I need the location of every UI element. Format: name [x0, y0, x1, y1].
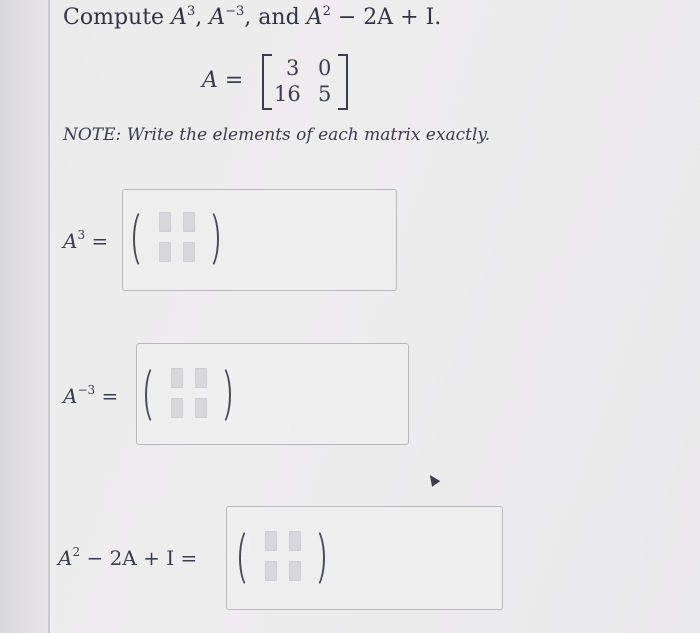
label-base: A	[63, 229, 78, 253]
matrix-input-a3[interactable]	[133, 208, 219, 268]
matrix-entry-input[interactable]	[171, 398, 183, 418]
note-prefix: NOTE:	[63, 125, 122, 145]
matrix-entry-input[interactable]	[183, 242, 195, 262]
label-base: A	[58, 546, 73, 570]
matrix-input-aneg3[interactable]	[145, 364, 231, 424]
exp-3: 3	[186, 4, 196, 19]
question-title	[63, 4, 441, 30]
matrix-cell: 16	[274, 82, 301, 106]
exp-neg3: −3	[225, 4, 245, 19]
comma: ,	[244, 5, 252, 30]
compute-word: Compute	[63, 5, 165, 30]
left-paren	[145, 364, 167, 426]
right-bracket	[338, 54, 348, 110]
var-a: A	[209, 5, 226, 30]
matrix-entry-input[interactable]	[171, 368, 183, 388]
label-tail: =	[91, 229, 109, 253]
right-paren	[209, 364, 231, 426]
matrix-entry-input[interactable]	[195, 398, 207, 418]
left-paren	[239, 527, 261, 589]
answer-label-aneg3	[63, 383, 118, 408]
matrix-entry-input[interactable]	[265, 561, 277, 581]
and-word: and	[258, 5, 300, 30]
matrix-entry-input[interactable]	[159, 242, 171, 262]
answer-box-poly[interactable]	[226, 506, 503, 610]
left-paren	[133, 208, 155, 270]
label-exp: −3	[77, 383, 96, 397]
matrix-cell: 5	[318, 82, 332, 106]
answer-box-aneg3[interactable]	[136, 343, 409, 445]
tail-expression: − 2A + I.	[337, 5, 442, 30]
matrix-entry-input[interactable]	[265, 531, 277, 551]
matrix-entry-input[interactable]	[289, 531, 301, 551]
comma: ,	[195, 5, 203, 30]
note-body: Write the elements of each matrix exactly.	[126, 125, 491, 145]
matrix-entry-input[interactable]	[183, 212, 195, 232]
label-exp: 2	[72, 545, 81, 559]
answer-label-poly	[58, 545, 197, 570]
label-tail: − 2A + I =	[80, 546, 198, 570]
matrix-definition	[200, 54, 350, 110]
label-tail: =	[101, 384, 119, 408]
matrix-cell: 0	[318, 56, 332, 80]
note-text	[63, 125, 490, 145]
var-a: A	[306, 5, 323, 30]
left-bracket	[262, 54, 272, 110]
label-exp: 3	[77, 228, 86, 242]
answer-box-a3[interactable]	[122, 189, 397, 291]
matrix-cell: 3	[286, 56, 300, 80]
right-paren	[197, 208, 219, 270]
right-paren	[303, 527, 325, 589]
matrix-lhs: A =	[202, 68, 244, 93]
var-a: A	[171, 5, 187, 30]
exp-2: 2	[322, 4, 331, 19]
matrix-entry-input[interactable]	[159, 212, 171, 232]
label-base: A	[63, 384, 78, 408]
left-margin	[0, 0, 50, 633]
matrix-input-poly[interactable]	[239, 527, 325, 587]
answer-label-a3	[63, 228, 108, 253]
matrix-entry-input[interactable]	[195, 368, 207, 388]
matrix-entry-input[interactable]	[289, 561, 301, 581]
